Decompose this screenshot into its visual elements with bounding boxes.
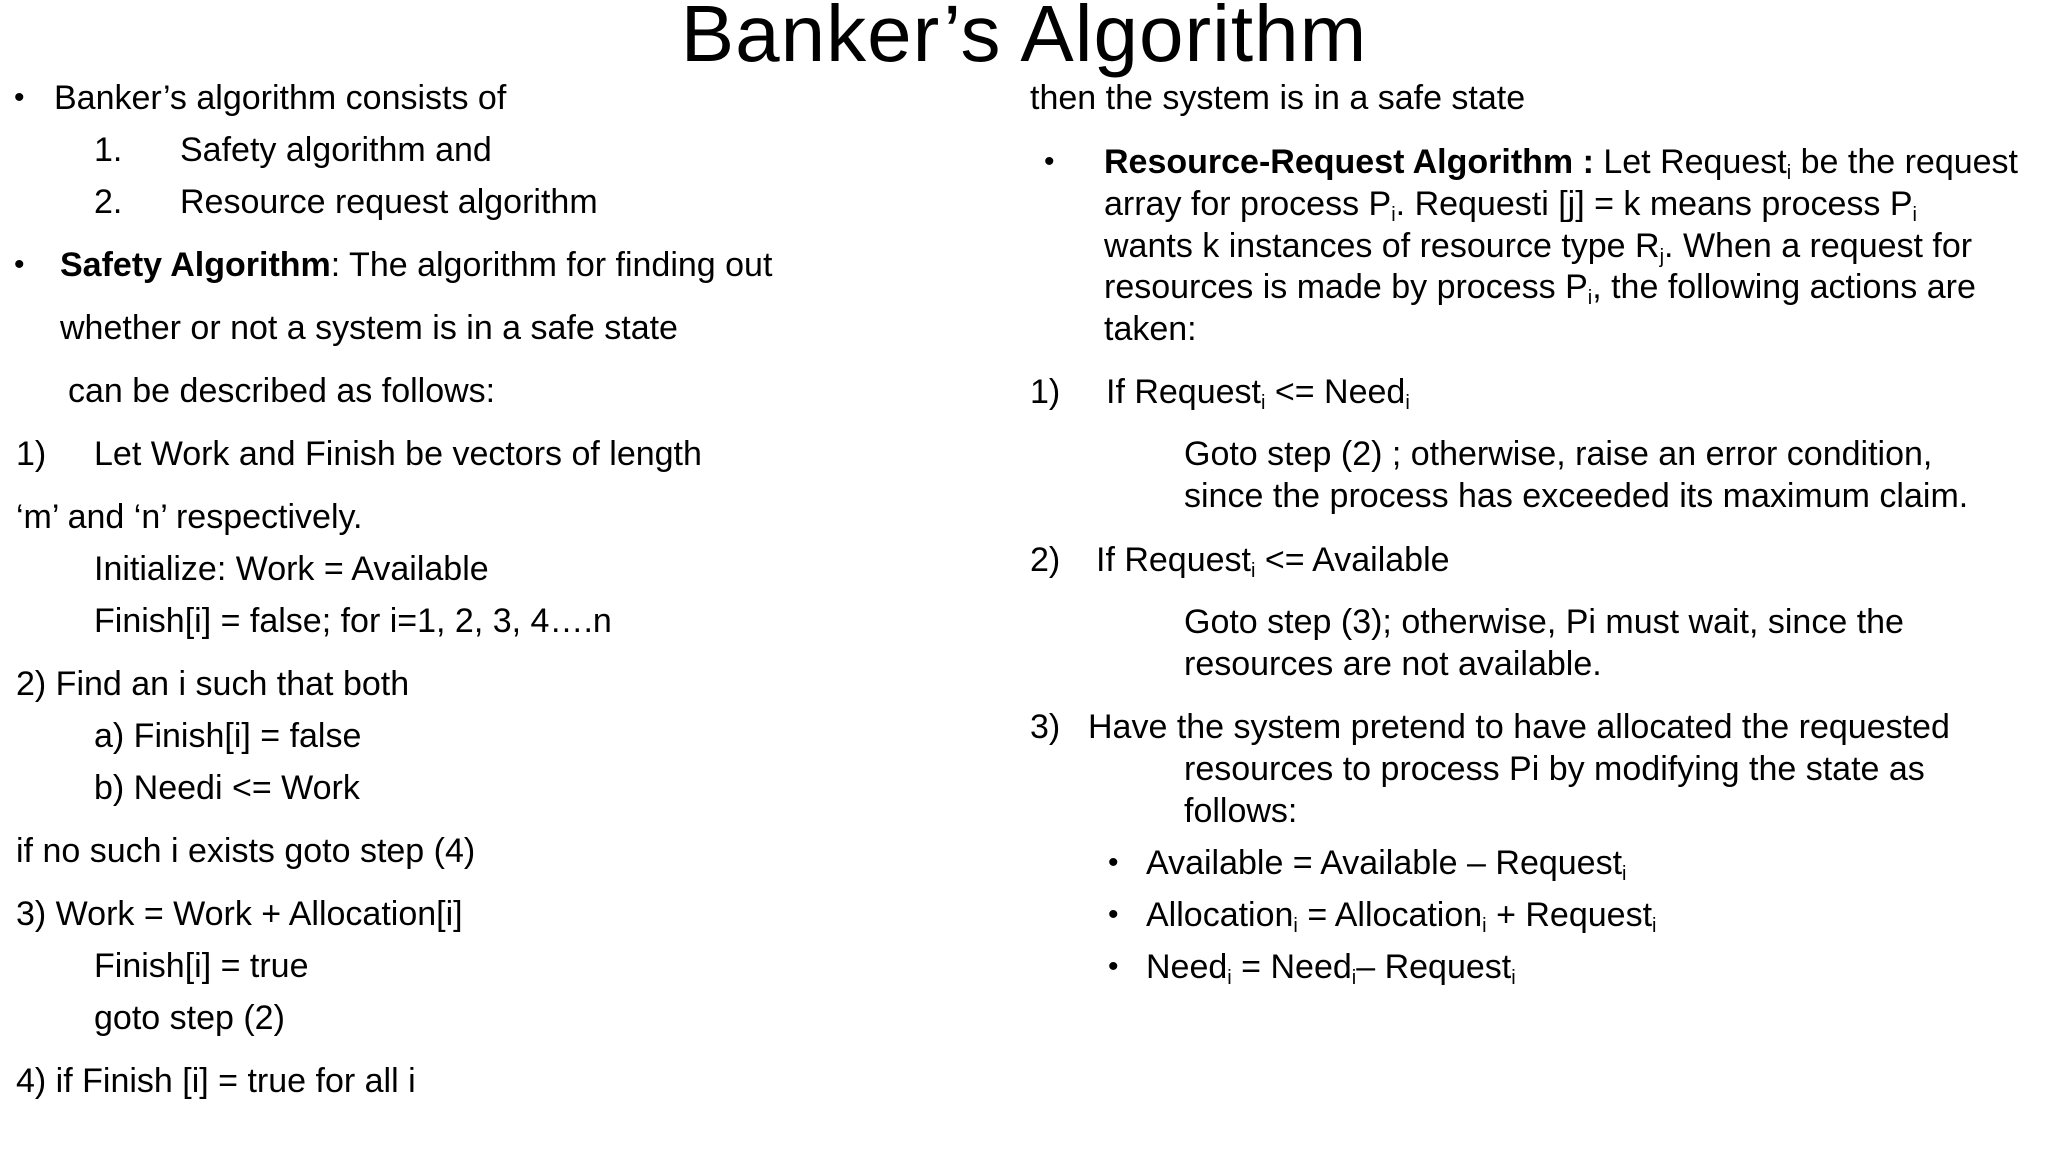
step-4-text: 4) if Finish [i] = true for all i	[16, 1062, 416, 1100]
right-line: then the system is in a safe state	[1030, 79, 1526, 117]
update-available: Available = Available – Request$_i$	[1146, 844, 1627, 885]
left-line: Initialize: Work = Available	[94, 550, 489, 588]
safety-heading: Safety Algorithm	[60, 246, 331, 284]
rr-step-number-1: 1)	[1030, 373, 1061, 411]
right-line: resources to process Pi by modifying the state as	[1184, 750, 1925, 788]
rr-step-number-3: 3)	[1030, 708, 1061, 746]
left-line: whether or not a system is in a safe state	[60, 309, 678, 347]
left-line: ‘m’ and ‘n’ respectively.	[16, 498, 363, 536]
list-number-2: 2.	[94, 183, 123, 221]
list-item-resource-request: Resource request algorithm	[180, 183, 598, 221]
step-1-text: Let Work and Finish be vectors of length	[94, 435, 702, 473]
rr-step-2-condition: If Request$_i$ <= Available	[1096, 541, 1450, 582]
resource-request-line: resources is made by process $P_i$, the following actions are	[1104, 268, 1976, 309]
slide-title: Banker’s Algorithm	[680, 0, 1368, 78]
left-line: Finish[i] = true	[94, 947, 309, 985]
bullet-icon: •	[1108, 950, 1119, 983]
step-number-1: 1)	[16, 435, 47, 473]
step-2-text: 2) Find an i such that both	[16, 665, 410, 703]
resource-request-line: array for process $P_i$. Requesti [j] = k means process $P_i$	[1104, 185, 1917, 226]
list-item-safety: Safety algorithm and	[180, 131, 492, 169]
resource-request-heading: Resource-Request Algorithm :	[1104, 143, 1594, 181]
bullet-icon: •	[1108, 898, 1119, 931]
bullet-icon: •	[1108, 846, 1119, 879]
bullet-icon: •	[14, 248, 25, 281]
step-3-text: 3) Work = Work + Allocation[i]	[16, 895, 463, 933]
left-line-intro: Banker’s algorithm consists of	[54, 79, 507, 117]
safety-description: : The algorithm for finding out	[330, 246, 773, 284]
safety-heading-line	[60, 244, 772, 286]
left-line: b) Needi <= Work	[94, 769, 360, 807]
left-line: can be described as follows:	[68, 372, 496, 410]
resource-request-line: Resource-Request Algorithm : Let Request$_i$ be the request	[1104, 143, 2018, 184]
resource-request-line: taken:	[1104, 310, 1197, 348]
right-line: since the process has exceeded its maximum claim.	[1184, 477, 1969, 515]
right-line: follows:	[1184, 792, 1298, 830]
update-allocation: Allocation$_i$ = Allocation$_i$ + Request$_i$	[1146, 896, 1657, 937]
update-need: Need$_i$ = Need$_i$– Request$_i$	[1146, 948, 1516, 989]
bullet-icon: •	[14, 81, 25, 114]
rr-step-number-2: 2)	[1030, 541, 1061, 579]
resource-request-line: wants k instances of resource type $R_j$. When a request for	[1104, 227, 1973, 268]
left-line: if no such i exists goto step (4)	[16, 832, 476, 870]
list-number-1: 1.	[94, 131, 123, 169]
right-line: Goto step (3); otherwise, Pi must wait, since the	[1184, 603, 1904, 641]
left-line: Finish[i] = false; for i=1, 2, 3, 4….n	[94, 602, 612, 640]
right-line: Goto step (2) ; otherwise, raise an error condition,	[1184, 435, 1933, 473]
left-line: a) Finish[i] = false	[94, 717, 362, 755]
left-line: goto step (2)	[94, 999, 285, 1037]
bullet-icon: •	[1044, 145, 1055, 178]
right-line: resources are not available.	[1184, 645, 1602, 683]
rr-step-1-condition: If Request$_i$ <= Need$_i$	[1106, 373, 1410, 414]
rr-step-3-text: Have the system pretend to have allocated the requested	[1088, 708, 1950, 746]
